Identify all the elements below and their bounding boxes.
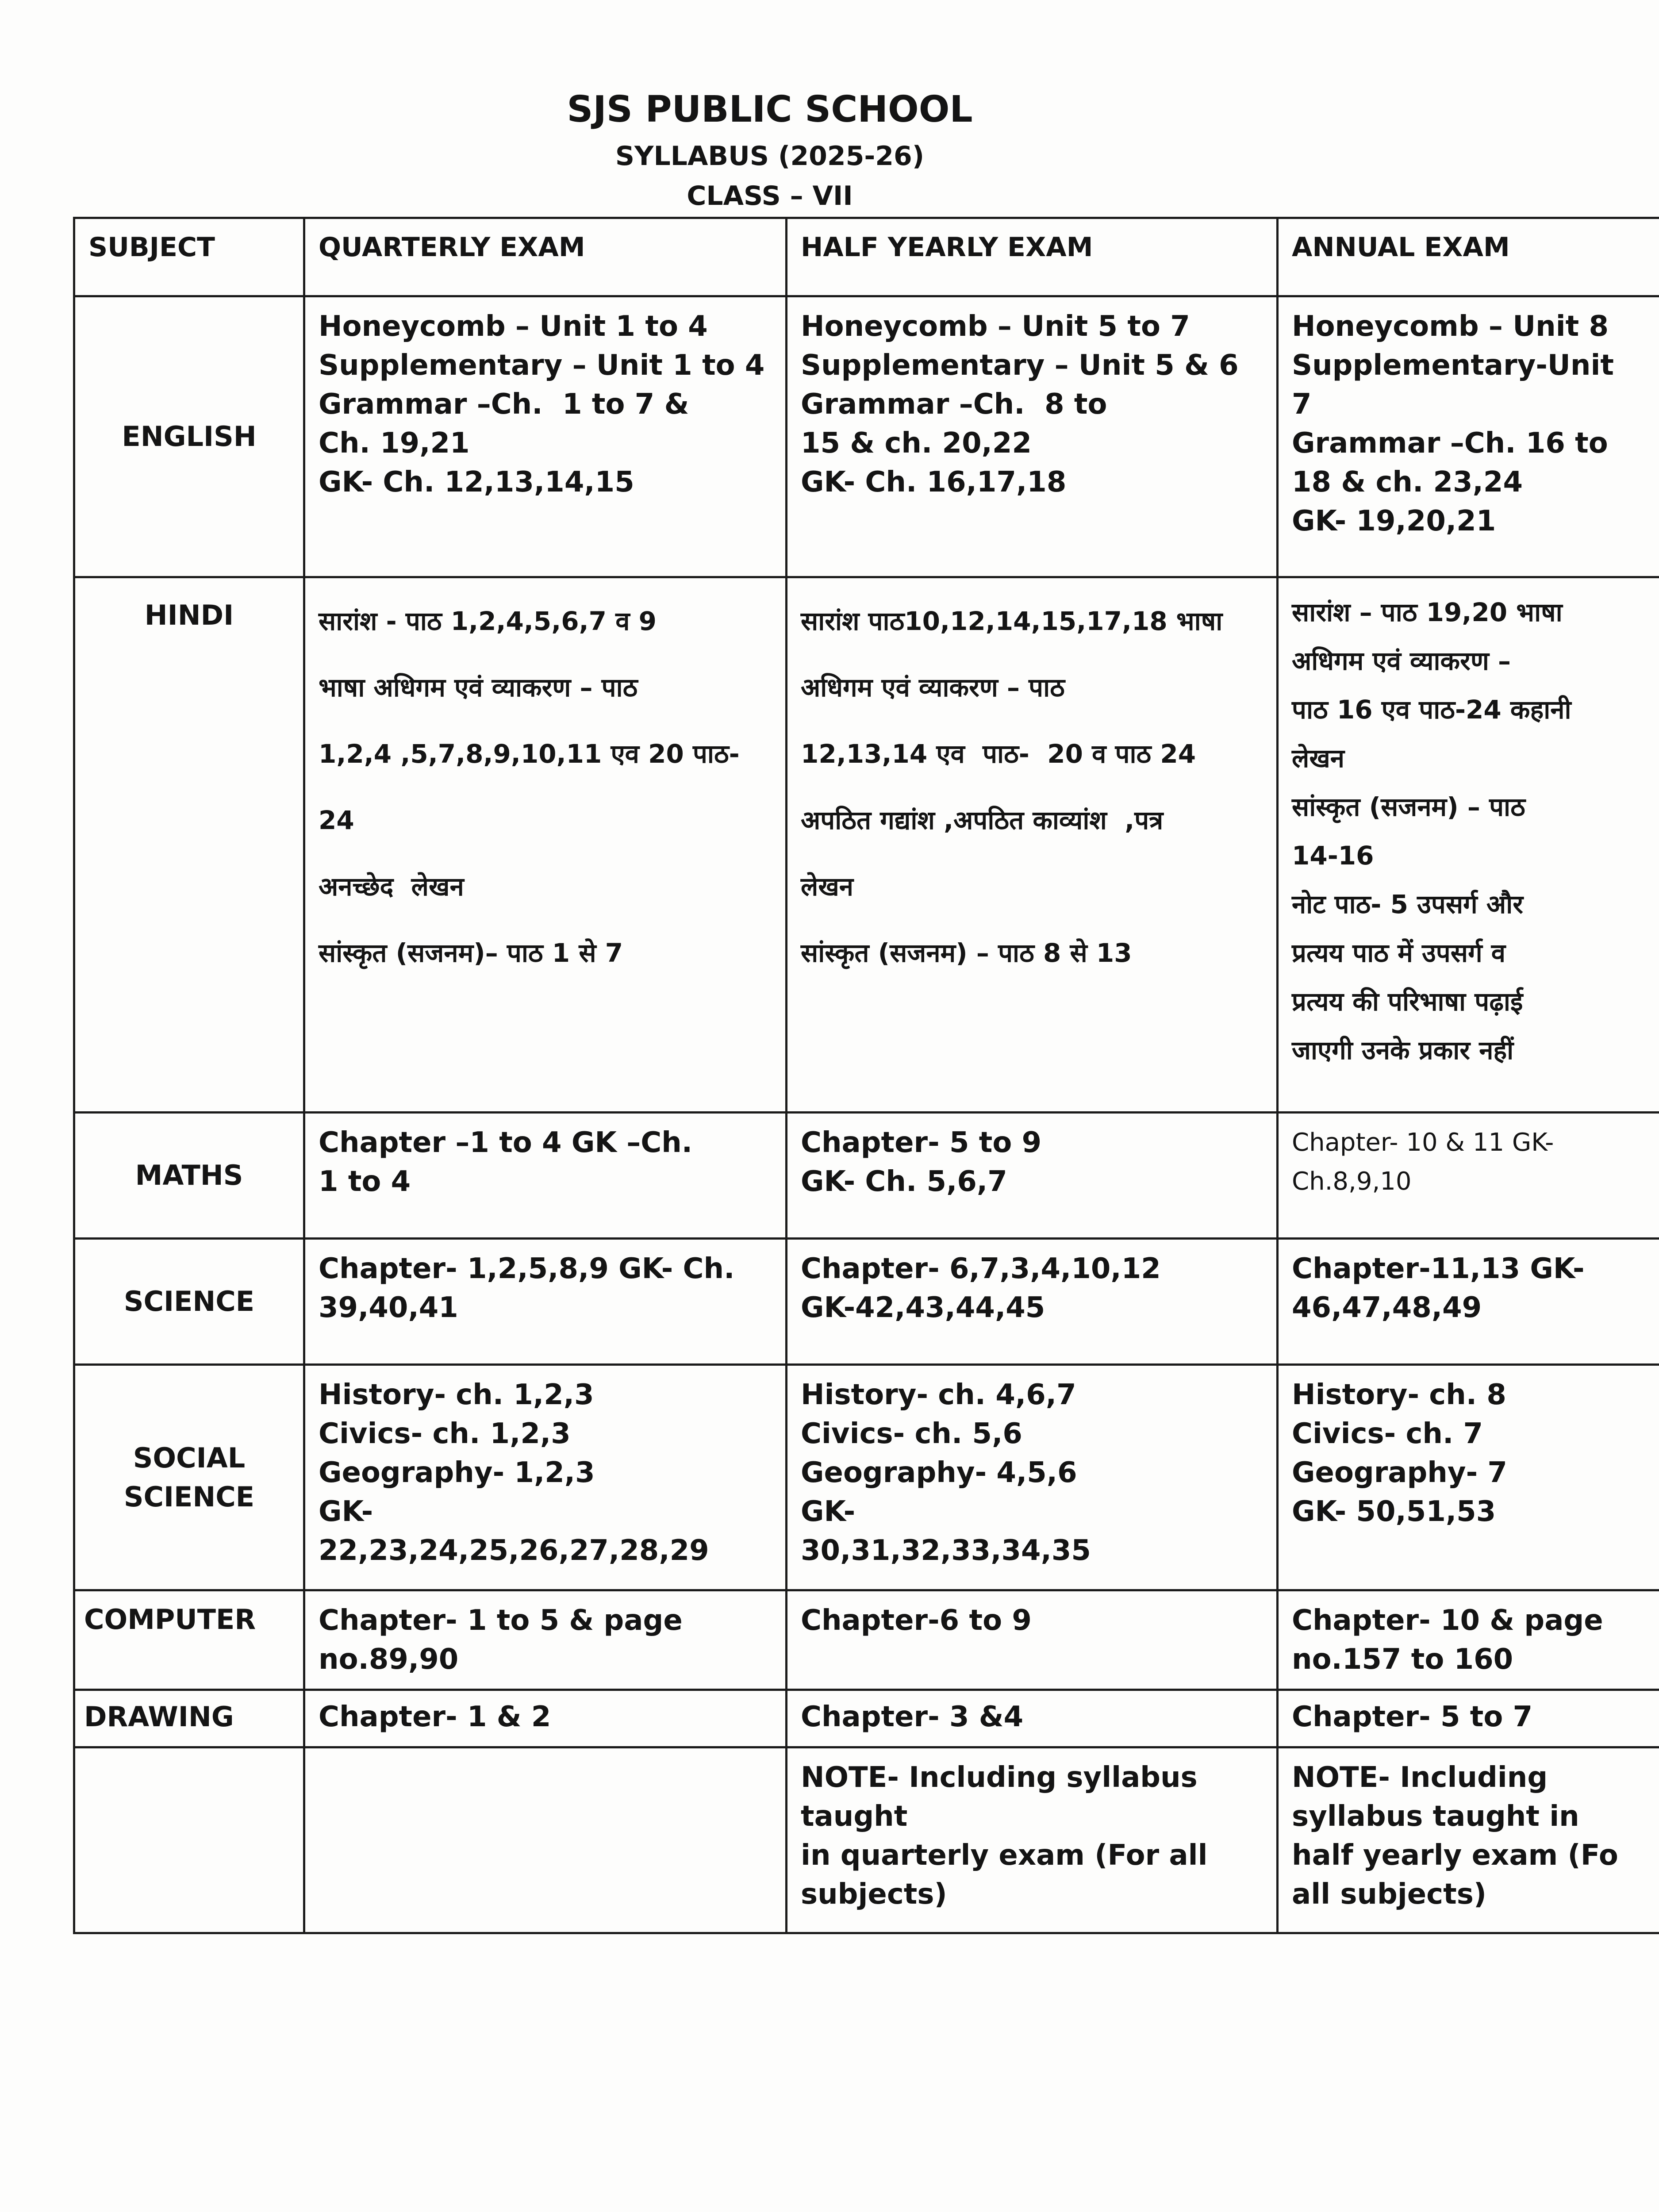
half-yearly-cell [787, 1365, 1278, 1590]
cell-line: Grammar –Ch. 8 to [801, 388, 1107, 421]
note-line: subjects) [801, 1878, 947, 1911]
table-row-drawing [74, 1690, 1659, 1747]
cell-line: प्रत्यय पाठ में उपसर्ग व [1292, 938, 1506, 968]
table-header-row [74, 218, 1659, 296]
cell-line: सांस्कृत (सजनम)– पाठ 1 से 7 [319, 938, 623, 968]
cell-line: GK- [801, 1495, 856, 1528]
subject-cell: SCIENCE [74, 1239, 304, 1365]
cell-line: GK- Ch. 5,6,7 [801, 1165, 1007, 1198]
cell-line: 15 & ch. 20,22 [801, 427, 1032, 460]
subject-cell: ENGLISH [74, 296, 304, 577]
cell-line: सांस्कृत (सजनम) – पाठ 8 से 13 [801, 938, 1132, 968]
column-header-annual: ANNUAL EXAM [1278, 218, 1659, 296]
cell-line: सांस्कृत (सजनम) – पाठ [1292, 792, 1525, 822]
table-row-maths [74, 1113, 1659, 1239]
cell-line: Civics- ch. 7 [1292, 1417, 1483, 1450]
cell-line: Honeycomb – Unit 8 [1292, 310, 1609, 343]
cell-line: सारांश - पाठ 1,2,4,5,6,7 व 9 [319, 606, 657, 636]
note-line: NOTE- Including [1292, 1761, 1548, 1794]
cell-line: Civics- ch. 5,6 [801, 1417, 1022, 1450]
cell-line: Grammar –Ch. 1 to 7 & [319, 388, 689, 421]
cell-line: नोट पाठ- 5 उपसर्ग और [1292, 889, 1523, 919]
cell-line: 22,23,24,25,26,27,28,29 [319, 1534, 709, 1567]
cell-line: Chapter- 6,7,3,4,10,12 [801, 1252, 1161, 1285]
cell-line: भाषा अधिगम एवं व्याकरण – पाठ [319, 672, 638, 703]
cell-line: Chapter- 1 to 5 & page [319, 1604, 683, 1637]
cell-line: History- ch. 1,2,3 [319, 1379, 594, 1411]
cell-line: Chapter –1 to 4 GK –Ch. [319, 1126, 693, 1159]
subject-cell: MATHS [74, 1113, 304, 1239]
half-yearly-cell [787, 296, 1278, 577]
cell-line: Chapter- 10 & page [1292, 1604, 1603, 1637]
annual-cell [1278, 577, 1659, 1113]
quarterly-cell [304, 577, 787, 1113]
cell-line: Chapter-11,13 GK- [1292, 1252, 1585, 1285]
subject-cell: COMPUTER [74, 1590, 304, 1690]
cell-line: History- ch. 4,6,7 [801, 1379, 1076, 1411]
cell-line: Civics- ch. 1,2,3 [319, 1417, 571, 1450]
half-yearly-cell [787, 577, 1278, 1113]
cell-line: GK- [319, 1495, 373, 1528]
table-row-note [74, 1747, 1659, 1933]
half-yearly-note-cell [787, 1747, 1278, 1933]
cell-line: जाएगी उनके प्रकार नहीं [1292, 1035, 1514, 1065]
note-line: syllabus taught in [1292, 1800, 1579, 1833]
quarterly-cell [304, 1690, 787, 1747]
cell-line: Geography- 7 [1292, 1456, 1507, 1489]
cell-line: 1,2,4 ,5,7,8,9,10,11 एव 20 पाठ- 24 [319, 739, 749, 835]
quarterly-cell-empty [304, 1747, 787, 1933]
note-line: in quarterly exam (For all [801, 1839, 1208, 1872]
cell-line: अपठित गद्यांश ,अपठित काव्यांश ,पत्र [801, 805, 1164, 835]
cell-line: लेखन [1292, 743, 1344, 773]
class-label: CLASS – VII [687, 180, 853, 211]
cell-line: Supplementary-Unit [1292, 349, 1614, 382]
cell-line: no.157 to 160 [1292, 1643, 1513, 1676]
cell-line: History- ch. 8 [1292, 1379, 1506, 1411]
table-row-social-science [74, 1365, 1659, 1590]
column-header-half-yearly: HALF YEARLY EXAM [787, 218, 1278, 296]
cell-line: 30,31,32,33,34,35 [801, 1534, 1091, 1567]
cell-line: 18 & ch. 23,24 [1292, 466, 1523, 499]
annual-cell [1278, 1113, 1659, 1239]
cell-line: 12,13,14 एव पाठ- 20 व पाठ 24 [801, 739, 1196, 769]
quarterly-cell [304, 1113, 787, 1239]
cell-line: प्रत्यय की परिभाषा पढ़ाई [1292, 987, 1523, 1017]
column-header-quarterly: QUARTERLY EXAM [304, 218, 787, 296]
school-name: SJS PUBLIC SCHOOL [567, 88, 973, 131]
half-yearly-cell [787, 1690, 1278, 1747]
cell-line: 7 [1292, 388, 1312, 421]
cell-line: Honeycomb – Unit 1 to 4 [319, 310, 708, 343]
cell-line: Chapter- 5 to 9 [801, 1126, 1042, 1159]
cell-line: अनच्छेद लेखन [319, 872, 464, 902]
annual-cell [1278, 1365, 1659, 1590]
half-yearly-cell [787, 1590, 1278, 1690]
cell-line: Chapter- 1,2,5,8,9 GK- Ch. [319, 1252, 735, 1285]
cell-line: 1 to 4 [319, 1165, 411, 1198]
cell-line: सारांश – पाठ 19,20 भाषा [1292, 597, 1563, 627]
cell-line: लेखन [801, 872, 853, 902]
half-yearly-cell [787, 1113, 1278, 1239]
cell-line: Ch. 19,21 [319, 427, 470, 460]
table-row-science [74, 1239, 1659, 1365]
cell-line: सारांश पाठ10,12,14,15,17,18 भाषा [801, 606, 1223, 636]
subject-cell [74, 1365, 304, 1590]
subject-cell-empty [74, 1747, 304, 1933]
cell-line: Chapter- 3 &4 [801, 1701, 1024, 1733]
cell-line: Chapter- 1 & 2 [319, 1701, 551, 1733]
cell-line: no.89,90 [319, 1643, 459, 1676]
table-row-computer [74, 1590, 1659, 1690]
cell-line: पाठ 16 एव पाठ-24 कहानी [1292, 695, 1571, 725]
annual-cell [1278, 1690, 1659, 1747]
note-line: NOTE- Including syllabus taught [801, 1761, 1208, 1833]
half-yearly-cell [787, 1239, 1278, 1365]
cell-line: अधिगम एवं व्याकरण – [1292, 646, 1511, 676]
cell-line: GK- Ch. 16,17,18 [801, 466, 1067, 499]
column-header-subject: SUBJECT [74, 218, 304, 296]
table-row-hindi [74, 577, 1659, 1113]
quarterly-cell [304, 1365, 787, 1590]
cell-line: Geography- 1,2,3 [319, 1456, 595, 1489]
note-line: half yearly exam (Fo [1292, 1839, 1618, 1872]
cell-line: Chapter- 5 to 7 [1292, 1701, 1533, 1733]
cell-line: Chapter- 10 & 11 GK- [1292, 1128, 1554, 1157]
quarterly-cell [304, 296, 787, 577]
syllabus-title: SYLLABUS (2025-26) [615, 141, 925, 172]
table-row-english [74, 296, 1659, 577]
cell-line: अधिगम एवं व्याकरण – पाठ [801, 672, 1065, 703]
cell-line: 14-16 [1292, 841, 1374, 871]
cell-line: 46,47,48,49 [1292, 1291, 1482, 1324]
quarterly-cell [304, 1590, 787, 1690]
cell-line: 39,40,41 [319, 1291, 458, 1324]
cell-line: Supplementary – Unit 5 & 6 [801, 349, 1239, 382]
subject-label: SOCIAL SCIENCE [123, 1441, 255, 1513]
annual-cell [1278, 1590, 1659, 1690]
cell-line: GK- 19,20,21 [1292, 505, 1496, 538]
cell-line: Ch.8,9,10 [1292, 1167, 1412, 1196]
annual-cell [1278, 1239, 1659, 1365]
cell-line: Grammar –Ch. 16 to [1292, 427, 1608, 460]
annual-cell [1278, 296, 1659, 577]
quarterly-cell [304, 1239, 787, 1365]
cell-line: Supplementary – Unit 1 to 4 [319, 349, 765, 382]
cell-line: Honeycomb – Unit 5 to 7 [801, 310, 1190, 343]
note-line: all subjects) [1292, 1878, 1487, 1911]
annual-note-cell [1278, 1747, 1659, 1933]
subject-cell: DRAWING [74, 1690, 304, 1747]
cell-line: Geography- 4,5,6 [801, 1456, 1077, 1489]
cell-line: GK- Ch. 12,13,14,15 [319, 466, 634, 499]
cell-line: Chapter-6 to 9 [801, 1604, 1032, 1637]
cell-line: GK- 50,51,53 [1292, 1495, 1496, 1528]
cell-line: GK-42,43,44,45 [801, 1291, 1045, 1324]
subject-cell: HINDI [74, 577, 304, 1113]
syllabus-table [73, 217, 1659, 1934]
